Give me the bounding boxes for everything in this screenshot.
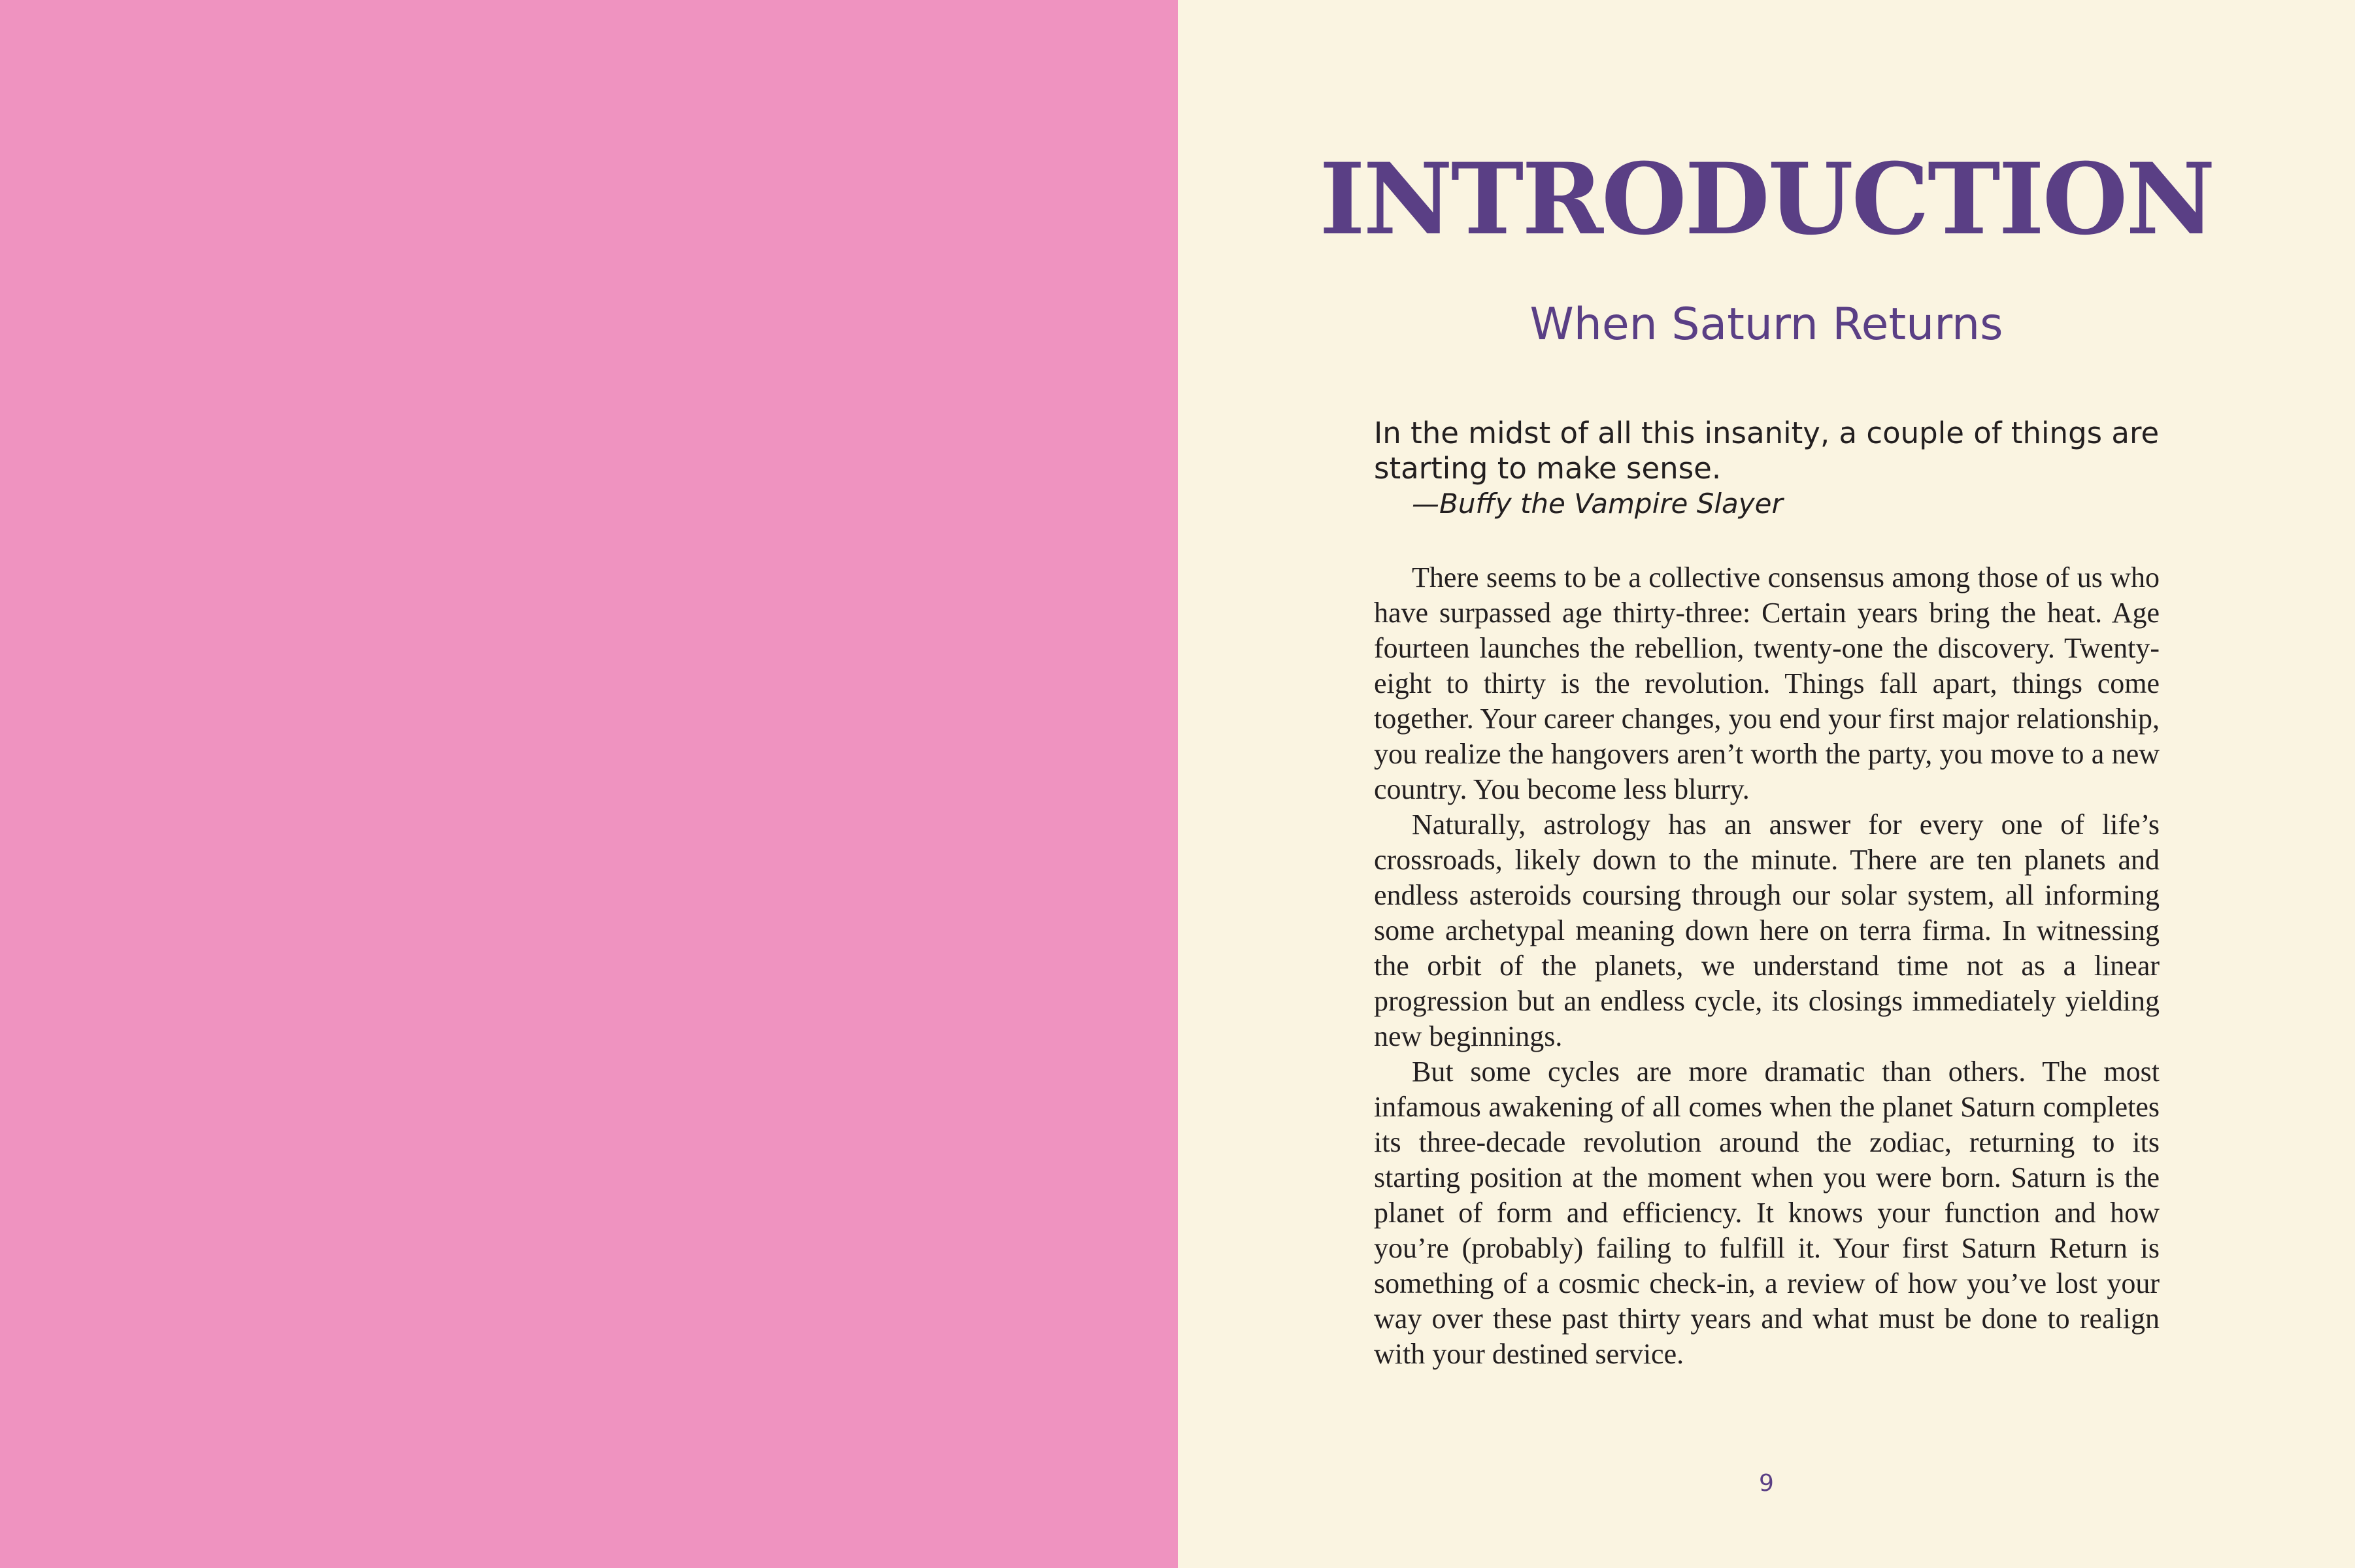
chapter-title: INTRODUCTION [1319, 142, 2214, 257]
epigraph-quote: In the midst of all this insanity, a couple of things are starting to make sense. [1374, 416, 2160, 486]
right-page [1178, 0, 2355, 1568]
epigraph [1374, 416, 2191, 522]
paragraph-1: There seems to be a collective consensus among those of us who have surpassed age thirty-three: Certain years bring the heat. Age fourteen launches the rebellion, twenty-one the discovery. Twenty-eight to thirty is the revolution. Things fall apart, things come together. Your career changes, you end your first major relationship, you realize the hangovers aren’t worth the party, you move to a new country. You become less blurry. [1374, 561, 2160, 805]
body-text [1374, 560, 2160, 1372]
page-number: 9 [1759, 1470, 1774, 1497]
epigraph-attribution: —Buffy the Vampire Slayer [1412, 488, 1783, 520]
chapter-subtitle: When Saturn Returns [1529, 299, 2003, 350]
paragraph-2: Naturally, astrology has an answer for every one of life’s crossroads, likely down to the minute. There are ten planets and endless asteroids coursing through our solar system, all informing some archetypal meaning down here on terra firma. In witnessing the orbit of the planets, we understand time not as a linear progression but an endless cycle, its closings immediately yielding new beginnings. [1374, 809, 2160, 1052]
paragraph-3: But some cycles are more dramatic than others. The most infamous awakening of all comes when the planet Saturn completes its three-decade revolution around the zodiac, returning to its starting position at the moment when you were born. Saturn is the planet of form and efficiency. It knows your function and how you’re (probably) failing to fulfill it. Your first Saturn Return is something of a cosmic check-in, a review of how you’ve lost your way over these past thirty years and what must be done to realign with your destined service. [1374, 1056, 2160, 1370]
